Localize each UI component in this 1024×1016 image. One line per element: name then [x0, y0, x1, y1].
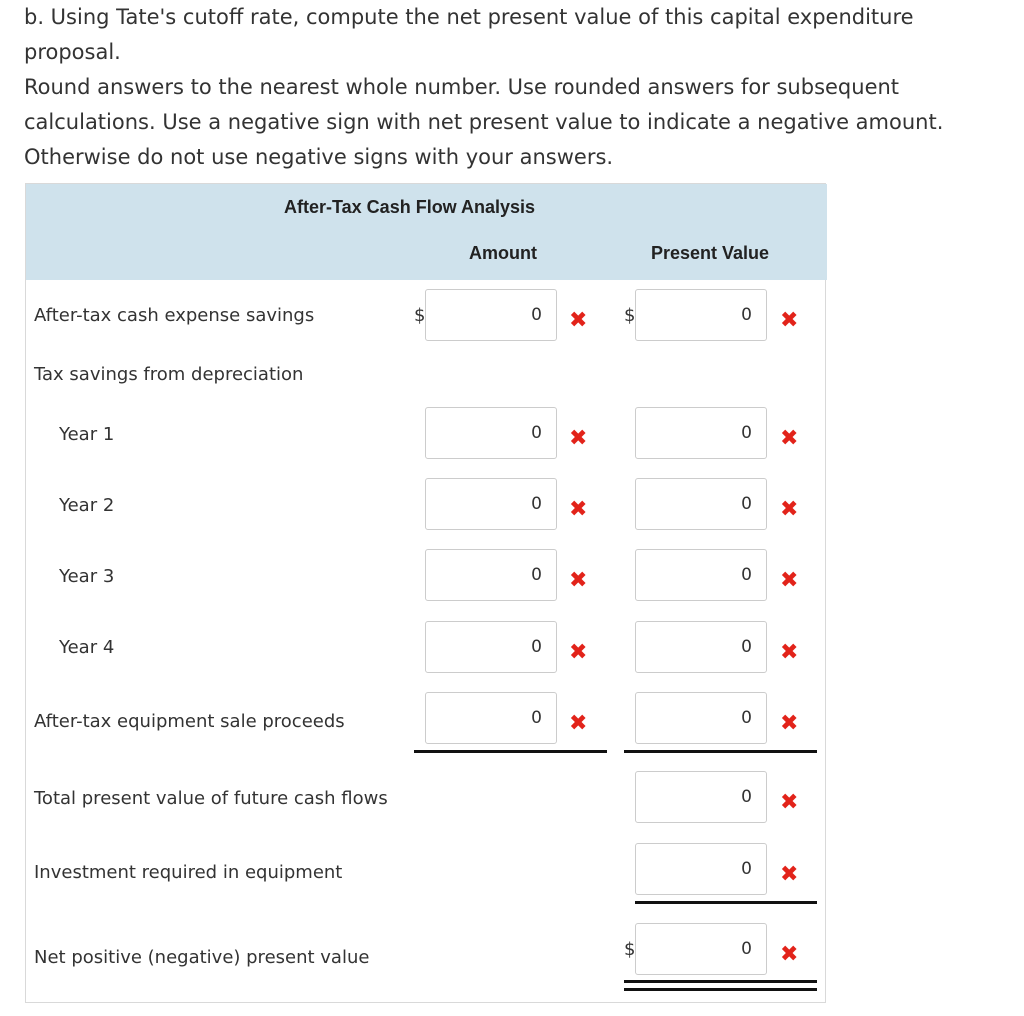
- double-rule-top: [624, 980, 817, 983]
- incorrect-icon: ✖: [780, 497, 799, 522]
- row-label-total-pv: Total present value of future cash flows: [34, 788, 388, 809]
- incorrect-icon: ✖: [780, 942, 799, 967]
- question-instructions: Round answers to the nearest whole number. Use rounded answers for subsequent calculations. Use a negative sign with net present value to indicate a negative amount. Otherwise do not use negative signs with your answers.: [24, 75, 944, 169]
- row-label-tax-savings: Tax savings from depreciation: [34, 364, 304, 385]
- incorrect-icon: ✖: [780, 308, 799, 333]
- incorrect-icon: ✖: [780, 790, 799, 815]
- subtotal-rule: [624, 750, 817, 753]
- incorrect-icon: ✖: [569, 568, 588, 593]
- present-value-column-header: Present Value: [651, 243, 770, 263]
- question-prompt: b. Using Tate's cutoff rate, compute the net present value of this capital expenditure proposal.: [24, 5, 914, 64]
- incorrect-icon: ✖: [569, 308, 588, 333]
- incorrect-icon: ✖: [780, 862, 799, 887]
- table-header: [26, 184, 827, 280]
- row-label-year-1: Year 1: [59, 424, 115, 445]
- incorrect-icon: ✖: [780, 711, 799, 736]
- row-label-cash-savings: After-tax cash expense savings: [34, 305, 315, 326]
- year-4-amount-input[interactable]: [425, 621, 557, 673]
- row-label-year-3: Year 3: [59, 566, 115, 587]
- incorrect-icon: ✖: [569, 426, 588, 451]
- year-1-amount-input[interactable]: [425, 407, 557, 459]
- investment-pv-input[interactable]: [635, 843, 767, 895]
- currency-symbol: $: [414, 305, 426, 326]
- row-label-year-2: Year 2: [59, 495, 115, 516]
- cash-flow-table: [25, 183, 826, 1003]
- total-pv-input[interactable]: [635, 771, 767, 823]
- sale-proceeds-amount-input[interactable]: [425, 692, 557, 744]
- question-text: [24, 0, 1014, 175]
- incorrect-icon: ✖: [569, 640, 588, 665]
- row-label-sale-proceeds: After-tax equipment sale proceeds: [34, 711, 345, 732]
- sale-proceeds-pv-input[interactable]: [635, 692, 767, 744]
- incorrect-icon: ✖: [780, 426, 799, 451]
- cash-savings-pv-input[interactable]: [635, 289, 767, 341]
- year-1-pv-input[interactable]: [635, 407, 767, 459]
- currency-symbol: $: [624, 939, 636, 960]
- cash-savings-amount-input[interactable]: [425, 289, 557, 341]
- year-2-amount-input[interactable]: [425, 478, 557, 530]
- year-3-pv-input[interactable]: [635, 549, 767, 601]
- year-2-pv-input[interactable]: [635, 478, 767, 530]
- subtotal-rule: [635, 901, 817, 904]
- year-3-amount-input[interactable]: [425, 549, 557, 601]
- amount-column-header: Amount: [469, 243, 537, 263]
- table-title: After-Tax Cash Flow Analysis: [284, 197, 536, 217]
- row-label-npv: Net positive (negative) present value: [34, 947, 370, 968]
- currency-symbol: $: [624, 305, 636, 326]
- double-rule-bottom: [624, 988, 817, 991]
- subtotal-rule: [414, 750, 607, 753]
- incorrect-icon: ✖: [569, 497, 588, 522]
- row-label-investment: Investment required in equipment: [34, 862, 343, 883]
- incorrect-icon: ✖: [569, 711, 588, 736]
- npv-input[interactable]: [635, 923, 767, 975]
- year-4-pv-input[interactable]: [635, 621, 767, 673]
- incorrect-icon: ✖: [780, 640, 799, 665]
- row-label-year-4: Year 4: [59, 637, 115, 658]
- incorrect-icon: ✖: [780, 568, 799, 593]
